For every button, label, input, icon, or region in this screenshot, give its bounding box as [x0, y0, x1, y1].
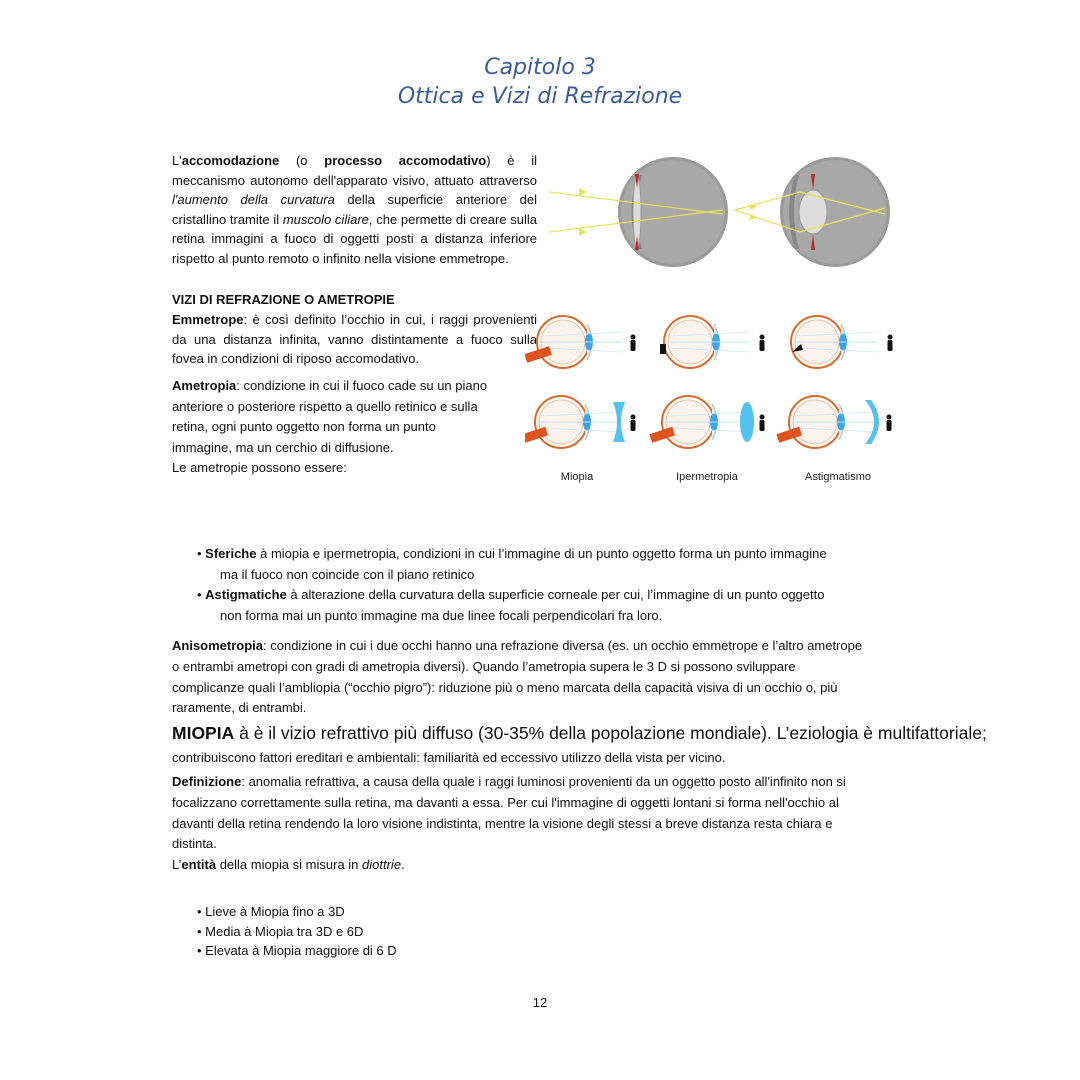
- chapter-number: Capitolo 3: [484, 55, 596, 80]
- anisometropia-paragraph: Anisometropia: condizione in cui i due occhi hanno una refrazione diversa (es. un occhio emmetrope e l’altro ametrope o entrambi ametropi con gradi di ametropia diversi). Quando l’ametropia supera le 3 D si possono sviluppare complicanze quali l’ambliopia (“occhio pigro”): riduzione più o meno marcata della capacità visiva di un occhio o, più raramente, di entrambi.: [172, 638, 863, 716]
- ametropia-paragraph: Ametropia: condizione in cui il fuoco cade su un piano anteriore o posteriore rispetto a quello retinico e sulla retina, ogni punto oggetto non forma un punto immagine, ma un cerchio di diffusione. Le ametropie possono essere:: [172, 378, 488, 475]
- accommodation-figure: [545, 150, 915, 275]
- entity-sentence: L’entità della miopia si misura in diottrie.: [172, 857, 405, 872]
- refraction-errors-figure: [525, 312, 905, 492]
- list-item-continuation: non forma mai un punto immagine ma due linee focali perpendicolari fra loro.: [220, 607, 663, 623]
- myopia-levels-list: [197, 902, 397, 961]
- myopia-eye-corrected: [525, 396, 636, 448]
- astigmatism-eye-corrected: [776, 396, 891, 448]
- definition-paragraph: Definizione: anomalia refrattiva, a causa della quale i raggi luminosi provenienti da un oggetto posto all'infinito non si focalizzano correttamente sulla retina, ma davanti a essa. Per cui l'immagine di oggetti lontani si forma nell'occhio al davanti della retina rendendo la loro visione indistinta, mentre la visione degli stessi a breve distanza resta chiara e distinta.: [172, 774, 846, 852]
- list-item: • Lieve à Miopia fino a 3D: [197, 904, 345, 919]
- list-item: • Astigmatiche à alterazione della curvatura della superficie corneale per cui, l’immagine di un punto oggetto: [197, 587, 825, 602]
- miopia-paragraph: MIOPIA à è il vizio refrattivo più diffuso (30-35% della popolazione mondiale). L’eziologia è multifattoriale; contribuiscono fattori ereditari e ambientali: familiarità ed eccessivo utilizzo della vista per vicino.: [172, 723, 987, 765]
- list-item: • Media à Miopia tra 3D e 6D: [197, 923, 364, 939]
- hyperopia-eye-top: [660, 316, 765, 368]
- astigmatism-eye-top: [791, 316, 893, 368]
- label-miopia: Miopia: [560, 471, 594, 483]
- myopia-eye-top: [525, 316, 636, 368]
- eye-accommodated-illustration: [735, 157, 890, 267]
- chapter-subtitle: Ottica e Vizi di Refrazione: [397, 84, 683, 109]
- intro-paragraph: L'accomodazione (o processo accomodativo) è il meccanismo autonomo dell'apparato visivo, attuato attraverso l'aumento della curvatura della superficie anteriore del cristallino tramite il muscolo ciliare, che permette di creare sulla retina immagini a fuoco di oggetti posti a distanza inferiore rispetto al punto remoto o infinito nella visione emmetrope.: [172, 153, 538, 266]
- list-item-continuation: ma il fuoco non coincide con il piano retinico: [220, 566, 475, 582]
- page-number: 12: [532, 995, 548, 1010]
- emmetrope-paragraph: Emmetrope: è così definito l’occhio in cui, i raggi provenienti da una distanza infinita, vanno distintamente a fuoco sulla fovea in condizioni di riposo accomodativo.: [172, 312, 537, 366]
- label-ipermetropia: Ipermetropia: [676, 471, 738, 483]
- miopia-term: MIOPIA: [172, 723, 235, 743]
- chapter-title: [0, 53, 1080, 111]
- eye-relaxed-illustration: [550, 157, 728, 267]
- ametropia-types-list: [197, 544, 917, 626]
- section-heading: VIZI DI REFRAZIONE O AMETROPIE: [172, 292, 395, 307]
- label-astigmatismo: Astigmatismo: [804, 471, 872, 483]
- list-item: • Sferiche à miopia e ipermetropia, condizioni in cui l’immagine di un punto oggetto forma un punto immagine: [197, 546, 827, 561]
- list-item: • Elevata à Miopia maggiore di 6 D: [197, 943, 397, 958]
- hyperopia-eye-corrected: [649, 396, 764, 448]
